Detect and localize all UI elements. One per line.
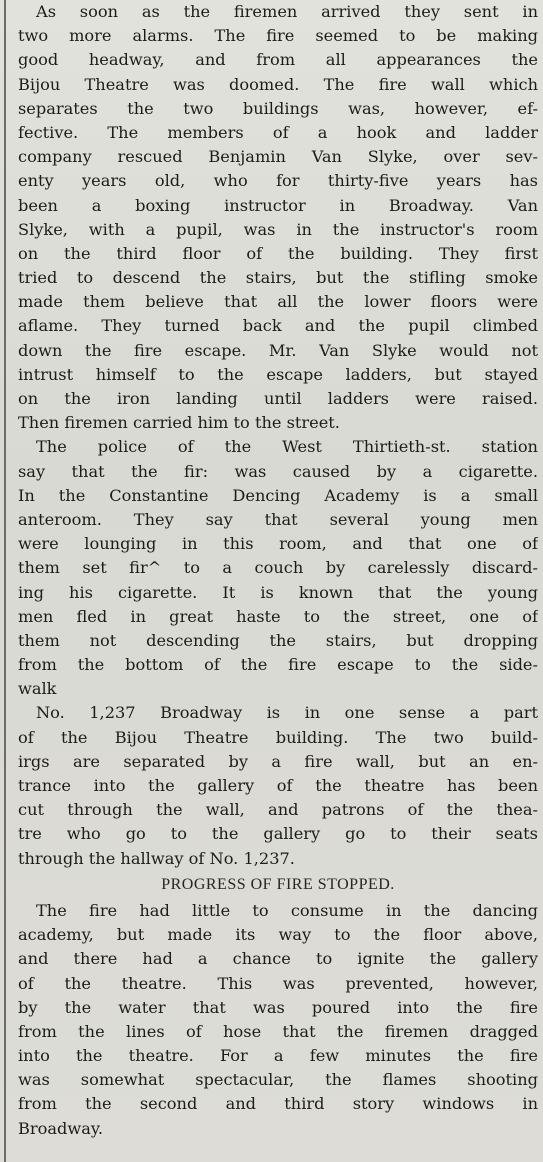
text-line: Bijou Theatre was doomed. The fire wall which [18,74,538,94]
text-line: tried to descend the stairs, but the stifling smoke [18,268,538,288]
text-line: trance into the gallery of the theatre has been [18,776,538,795]
text-line: on the iron landing until ladders were raised. [18,389,538,408]
paragraph-1 [18,0,538,435]
text-line: Then firemen carried him to the street. [18,413,340,433]
text-line: from the bottom of the fire escape to the side- [18,655,538,675]
text-line: The fire had little to consume in the dancing [36,900,538,920]
text-line: In the Constantine Dencing Academy is a small [18,485,538,505]
text-line: into the theatre. For a few minutes the fire [18,1046,538,1066]
text-line: separates the two buildings was, however, ef- [18,98,538,118]
text-line: made them believe that all the lower floors were [18,292,538,312]
text-line: aflame. They turned back and the pupil climbed [18,316,538,336]
text-line: two more alarms. The fire seemed to be making [18,26,538,46]
text-line: was somewhat spectacular, the flames shooting [18,1070,538,1090]
paragraph-3 [18,701,538,870]
text-line: men fled in great haste to the street, one of [18,606,538,626]
text-line: them not descending the stairs, but dropping [18,630,538,650]
text-line: cut through the wall, and patrons of the thea- [18,800,538,820]
text-line: from the second and third story windows in [18,1094,538,1114]
text-line: down the fire escape. Mr. Van Slyke would not [18,340,538,360]
paragraph-2 [18,435,538,701]
text-line: and there had a chance to ignite the gallery [18,949,538,969]
column-rule [4,0,6,1162]
paragraph-4 [18,899,538,1141]
text-line: were lounging in this room, and that one of [18,534,538,554]
text-line: As soon as the firemen arrived they sent in [36,2,538,21]
text-line: walk [18,679,57,699]
text-line: good headway, and from all appearances the [18,50,538,70]
text-line: fective. The members of a hook and ladder [18,122,538,142]
text-line: The police of the West Thirtieth-st. station [36,437,538,457]
text-line: Broadway. [18,1118,104,1138]
text-line: anteroom. They say that several young men [18,509,538,529]
text-line: of the Bijou Theatre building. The two build- [18,727,538,747]
text-line: company rescued Benjamin Van Slyke, over sev- [18,147,538,167]
text-line: No. 1,237 Broadway is in one sense a part [36,703,538,723]
article-column [18,0,538,1141]
text-line: on the third floor of the building. They first [18,243,538,263]
text-line: say that the fir: was caused by a cigarette. [18,461,538,481]
text-line: them set fir^ to a couch by carelessly discard- [18,558,538,578]
text-line: through the hallway of No. 1,237. [18,848,295,868]
text-line: academy, but made its way to the floor above, [18,925,538,945]
text-line: by the water that was poured into the fire [18,997,538,1017]
text-line: irgs are separated by a fire wall, but an en- [18,751,538,771]
text-line: tre who go to the gallery go to their seats [18,824,538,844]
text-line: enty years old, who for thirty-five years has [18,171,538,191]
text-line: Slyke, with a pupil, was in the instructor's room [18,219,538,239]
text-line: intrust himself to the escape ladders, but stayed [18,364,538,384]
text-line: from the lines of hose that the firemen dragged [18,1021,538,1041]
section-heading: PROGRESS OF FIRE STOPPED. [161,875,395,893]
text-line: ing his cigarette. It is known that the young [18,582,538,602]
text-line: been a boxing instructor in Broadway. Van [18,195,538,215]
text-line: of the theatre. This was prevented, however, [18,973,538,993]
